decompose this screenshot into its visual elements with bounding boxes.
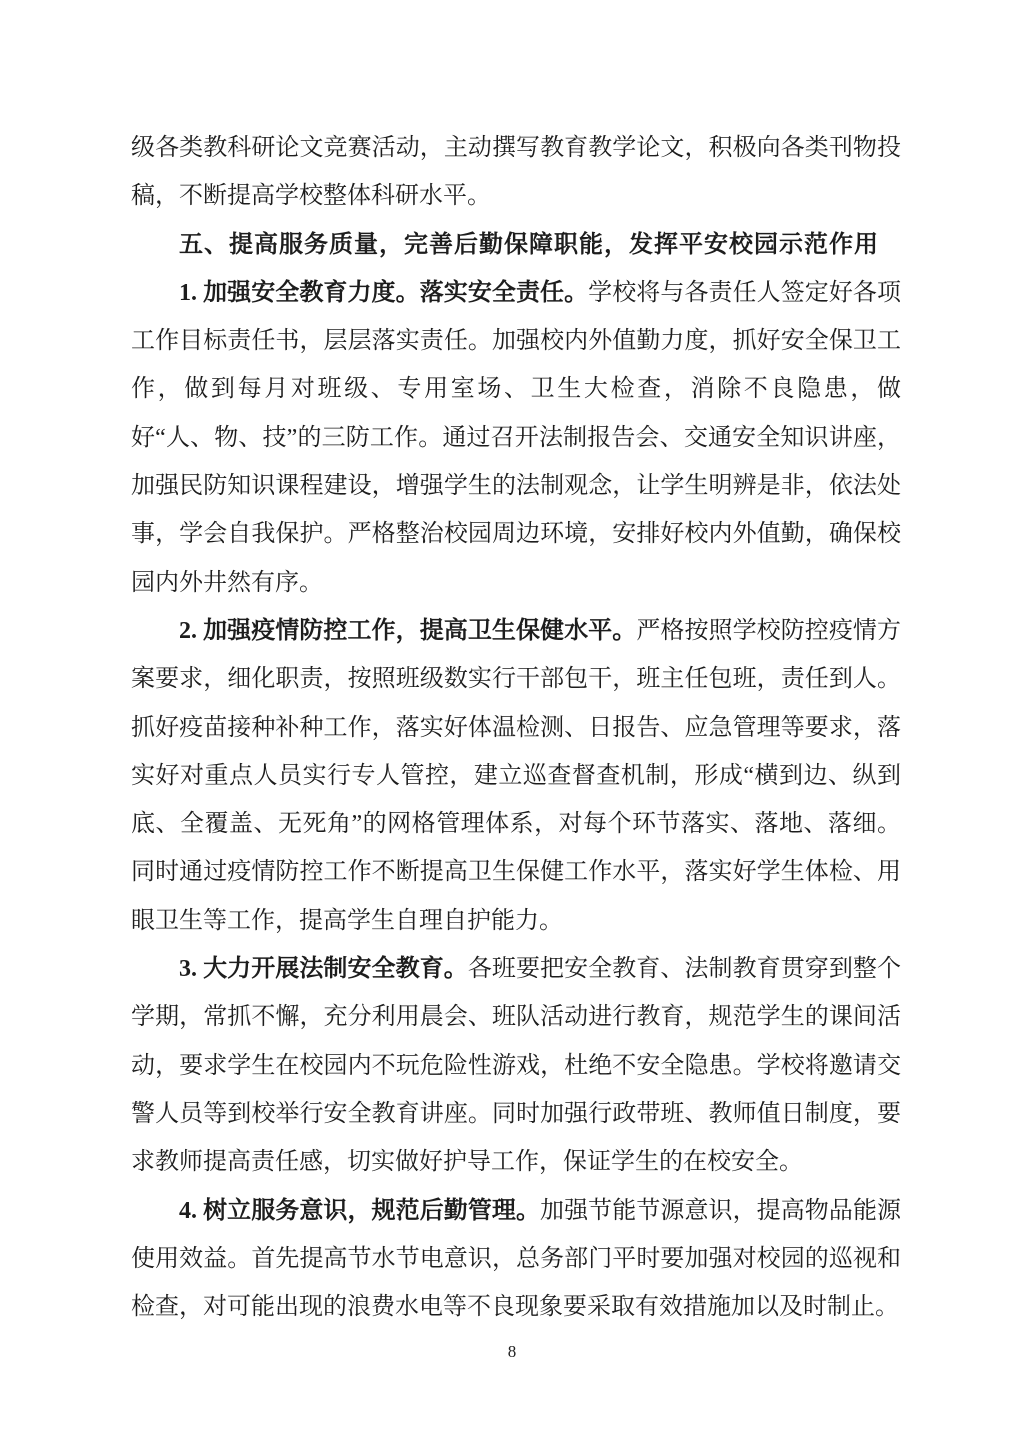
paragraph-lead-bold: 4. 树立服务意识，规范后勤管理。 [179,1197,541,1224]
paragraph-text: 加强节能节源意识，提高物品能源使用效益。首先提高节水节电意识，总务部门平时要加强对校园的巡视和检查，对可能出现的浪费水电等不良现象要采取有效措施加以及时制止。 [131,1197,902,1321]
paragraph-text: 学校将与各责任人签定好各项工作目标责任书，层层落实责任。加强校内外值勤力度，抓好安全保卫工作，做到每月对班级、专用室场、卫生大检查，消除不良隐患，做好“人、物、技”的三防工作。通过召开法制报告会、交通安全知识讲座，加强民防知识课程建设，增强学生的法制观念，让学生明辨是非，依法处事，学会自我保护。严格整治校园周边环境，安排好校内外值勤，确保校园内外井然有序。 [131,279,901,596]
paragraph-item-4 [131,1187,901,1332]
paragraph-item-2 [131,607,901,945]
page-footer [0,1340,1024,1364]
paragraph-lead-bold: 2. 加强疫情防控工作，提高卫生保健水平。 [179,617,637,644]
paragraph-lead-bold: 1. 加强安全教育力度。落实安全责任。 [179,279,589,306]
section-heading-text: 五、提高服务质量，完善后勤保障职能，发挥平安校园示范作用 [179,231,879,258]
section-heading [131,221,901,269]
paragraph-item-3 [131,945,901,1186]
paragraph-text: 严格按照学校防控疫情方案要求，细化职责，按照班级数实行干部包干，班主任包班，责任到人。抓好疫苗接种补种工作，落实好体温检测、日报告、应急管理等要求，落实好对重点人员实行专人管控，建立巡查督查机制，形成“横到边、纵到底、全覆盖、无死角”的网格管理体系，对每个环节落实、落地、落细。同时通过疫情防控工作不断提高卫生保健工作水平，落实好学生体检、用眼卫生等工作，提高学生自理自护能力。 [131,617,902,934]
paragraph-continuation [131,124,901,221]
paragraph-text: 级各类教科研论文竞赛活动，主动撰写教育教学论文，积极向各类刊物投稿，不断提高学校整体科研水平。 [131,135,901,210]
paragraph-text: 各班要把安全教育、法制教育贯穿到整个学期，常抓不懈，充分利用晨会、班队活动进行教育，规范学生的课间活动，要求学生在校园内不玩危险性游戏，杜绝不安全隐患。学校将邀请交警人员等到校举行安全教育讲座。同时加强行政带班、教师值日制度，要求教师提高责任感，切实做好护导工作，保证学生的在校安全。 [131,956,901,1176]
page-number: 8 [507,1342,517,1361]
paragraph-lead-bold: 3. 大力开展法制安全教育。 [179,956,468,983]
document-body [131,124,901,1331]
paragraph-item-1 [131,269,901,607]
